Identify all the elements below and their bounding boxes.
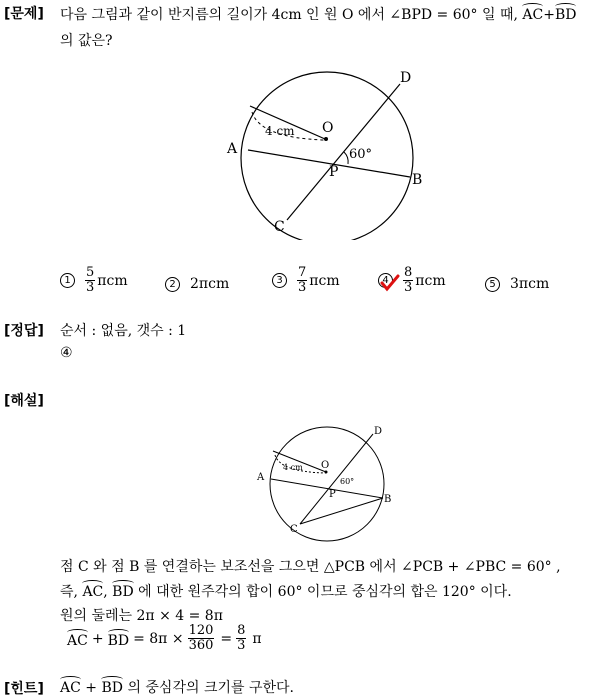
- problem-tag: [문제]: [4, 6, 44, 22]
- hint-arc-ac: AC: [60, 676, 81, 696]
- label-o-2: O: [321, 460, 330, 471]
- label-d: D: [400, 70, 412, 86]
- eq-den-1: 360: [188, 638, 214, 653]
- label-b: B: [412, 172, 423, 188]
- option-1-num: 5: [86, 265, 95, 280]
- answer-tag: [정답]: [4, 323, 44, 339]
- label-b-2: B: [384, 494, 392, 505]
- problem-text-1: 다음 그림과 같이 반지름의 길이가 4cm 인 원 O 에서 ∠BPD = 60° 일 때,: [60, 7, 518, 23]
- label-a: A: [227, 141, 238, 157]
- checkmark-icon: [380, 274, 400, 292]
- label-radius: 4 cm: [265, 124, 295, 138]
- option-3[interactable]: [272, 266, 340, 295]
- option-1-suffix: πcm: [97, 272, 128, 289]
- answer-line-1: 순서 : 없음, 갯수 : 1: [60, 323, 187, 339]
- arc-ac-2: AC: [82, 580, 103, 600]
- option-1-den: 3: [86, 280, 95, 295]
- hint-text: 의 중심각의 크기를 구한다.: [127, 680, 295, 696]
- option-2[interactable]: [165, 276, 229, 292]
- circle-figure-1: [220, 60, 440, 240]
- eq-arc-bd: BD: [108, 629, 130, 649]
- circle-o-2: [270, 427, 384, 541]
- label-p-2: P: [329, 489, 336, 500]
- comma: ,: [103, 584, 108, 600]
- chord-cd: [287, 84, 400, 220]
- option-1-marker: 1: [60, 273, 75, 288]
- hint-plus: +: [85, 680, 98, 696]
- option-2-text: 2πcm: [190, 276, 230, 292]
- eq-equals: =: [220, 630, 233, 647]
- option-3-den: 3: [298, 280, 307, 295]
- explanation-tag: [해설]: [4, 393, 44, 409]
- eq-num-2: 8: [237, 623, 246, 638]
- plus-sign: +: [543, 7, 555, 23]
- label-a-2: A: [257, 472, 265, 483]
- eq-plus: +: [91, 630, 104, 647]
- option-5-marker: 5: [485, 277, 500, 292]
- option-3-num: 7: [298, 265, 307, 280]
- explanation-text-2b: 에 대한 원주각의 합이 60° 이므로 중심각의 합은 120° 이다.: [138, 584, 512, 600]
- answer-line-2: ④: [60, 345, 73, 361]
- center-point: [324, 137, 328, 141]
- eq-mid: = 8π ×: [133, 630, 184, 647]
- arc-ac: AC: [522, 3, 543, 23]
- hint-line: [60, 676, 294, 697]
- eq-den-2: 3: [237, 638, 246, 653]
- option-2-marker: 2: [165, 277, 180, 292]
- hint-tag: [힌트]: [4, 681, 44, 697]
- angle-arc: [344, 152, 348, 164]
- option-4-num: 8: [404, 265, 413, 280]
- option-3-suffix: πcm: [309, 272, 340, 289]
- explanation-line-2: [60, 580, 512, 601]
- option-4-marker: 4: [378, 273, 393, 288]
- label-d-2: D: [374, 426, 383, 437]
- chord-cd-2: [300, 434, 373, 524]
- explanation-equation: [67, 624, 262, 653]
- label-c: C: [274, 219, 285, 235]
- label-angle-2: 60°: [340, 477, 355, 486]
- label-p: P: [329, 164, 339, 180]
- option-4-suffix: πcm: [415, 272, 446, 289]
- hint-arc-bd: BD: [101, 676, 123, 696]
- circle-o: [241, 72, 413, 240]
- problem-line-2: 의 값은?: [60, 33, 113, 49]
- arc-bd-2: BD: [112, 580, 134, 600]
- label-radius-2: 4 cm: [283, 463, 303, 472]
- eq-num-1: 120: [188, 623, 214, 638]
- eq-pi: π: [252, 630, 262, 647]
- option-5[interactable]: [485, 276, 549, 292]
- label-c-2: C: [290, 524, 298, 535]
- problem-line-1: [60, 3, 576, 24]
- label-o: O: [322, 120, 334, 136]
- explanation-line-3: 원의 둘레는 2π × 4 = 8π: [60, 608, 223, 624]
- option-4-den: 3: [404, 280, 413, 295]
- explanation-text-2a: 즉,: [60, 584, 78, 600]
- option-1[interactable]: [60, 266, 128, 295]
- option-3-marker: 3: [272, 273, 287, 288]
- circle-figure-2: [255, 420, 405, 542]
- explanation-line-1: 점 C 와 점 B 를 연결하는 보조선을 그으면 △PCB 에서 ∠PCB + ∠PBC = 60° ,: [60, 559, 561, 575]
- eq-arc-ac: AC: [67, 629, 88, 649]
- option-5-text: 3πcm: [510, 276, 550, 292]
- arc-bd: BD: [555, 3, 577, 23]
- label-angle: 60°: [349, 147, 373, 162]
- chord-ab-2: [271, 479, 383, 498]
